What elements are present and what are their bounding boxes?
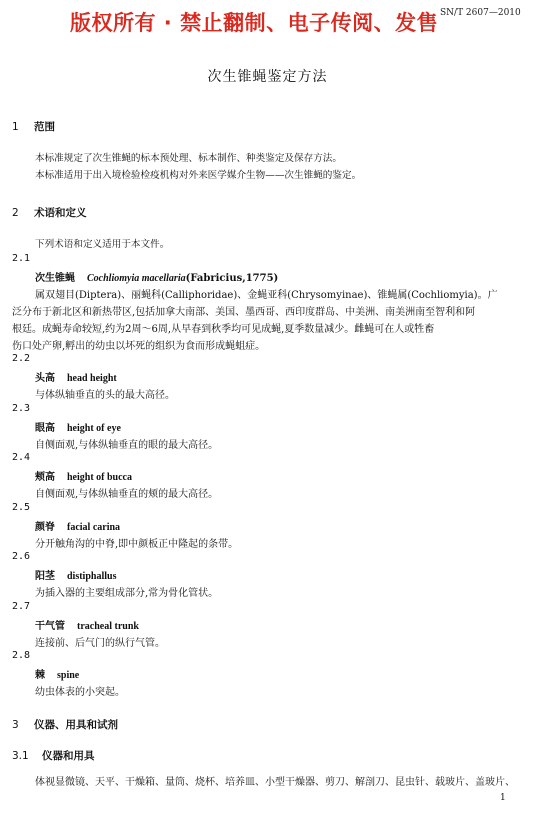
- definition-line: 为插入器的主要组成部分,常为骨化管状。: [35, 588, 219, 599]
- definition-line: 幼虫体表的小突起。: [35, 687, 125, 698]
- copyright-watermark: 版权所有 · 禁止翻制、电子传阅、发售: [70, 11, 439, 35]
- page-number: 1: [500, 793, 506, 803]
- section-title: 仪器、用具和试剂: [34, 719, 118, 731]
- definition-line: 连接前、后气门的纵行气管。: [35, 638, 165, 649]
- term-en: height of eye: [67, 423, 121, 434]
- clause-number: 2.1: [12, 253, 31, 264]
- section-2-heading: [12, 205, 87, 220]
- term-en: height of bucca: [67, 472, 132, 483]
- clause-number: 2.5: [12, 502, 31, 513]
- term-heading: [35, 617, 139, 632]
- term-heading: [35, 518, 120, 533]
- clause-number: 2.8: [12, 650, 31, 661]
- definition-line: 自侧面观,与体纵轴垂直的眼的最大高径。: [35, 440, 219, 451]
- term-heading: [35, 419, 121, 434]
- term-zh: 颊高: [35, 472, 55, 483]
- definition-line: 泛分布于新北区和新热带区,包括加拿大南部、美国、墨西哥、西印度群岛、中美洲、南美洲南至智利和阿: [12, 307, 476, 318]
- term-heading: [35, 369, 117, 384]
- definition-line: 根廷。成蝇寿命较短,约为2周～6周,从早春到秋季均可见成蝇,夏季数量减少。雌蝇可在人或牲畜: [12, 324, 435, 335]
- clause-number: 2.7: [12, 601, 31, 612]
- term-zh: 干气管: [35, 621, 65, 632]
- term-heading: [35, 269, 278, 284]
- term-zh: 眼高: [35, 423, 55, 434]
- clause-number: 2.6: [12, 551, 31, 562]
- section-number: 3: [12, 719, 19, 731]
- definition-line: 自侧面观,与体纵轴垂直的颊的最大高径。: [35, 489, 219, 500]
- standard-code: SN/T 2607—2010: [440, 8, 521, 18]
- term-en: Cochliomyia macellaria: [87, 273, 186, 284]
- scope-line-2: 本标准适用于出入境检验检疫机构对外来医学媒介生物——次生锥蝇的鉴定。: [35, 170, 362, 181]
- section-title: 仪器和用具: [42, 750, 95, 762]
- clause-number: 2.2: [12, 353, 31, 364]
- section-title: 范围: [34, 121, 55, 133]
- document-title: 次生锥蝇鉴定方法: [207, 69, 328, 85]
- term-zh: 次生锥蝇: [35, 273, 75, 284]
- definition-line: 分开触角沟的中脊,即中颜板正中隆起的条带。: [35, 539, 239, 550]
- term-author: (Fabricius,1775): [185, 273, 279, 284]
- definition-line: 与体纵轴垂直的头的最大高径。: [35, 390, 175, 401]
- term-en: spine: [57, 670, 80, 681]
- term-en: distiphallus: [67, 571, 117, 582]
- clause-number: 2.4: [12, 452, 31, 463]
- term-zh: 棘: [35, 670, 45, 681]
- terms-intro: 下列术语和定义适用于本文件。: [35, 239, 170, 250]
- term-zh: 颜脊: [35, 522, 55, 533]
- section-3-heading: [12, 717, 118, 732]
- definition-line: 属双翅目(Diptera)、丽蝇科(Calliphoridae)、金蝇亚科(Chrysomyinae)、锥蝇属(Cochliomyia)。广: [35, 290, 498, 301]
- term-zh: 头高: [35, 373, 55, 384]
- term-en: tracheal trunk: [77, 621, 139, 632]
- term-en: facial carina: [67, 522, 121, 533]
- term-heading: [35, 567, 116, 582]
- section-number: 3.1: [12, 750, 29, 762]
- term-en: head height: [67, 373, 117, 384]
- definition-line: 伤口处产卵,孵出的幼虫以坏死的组织为食而形成蝇蛆症。: [12, 341, 266, 352]
- section-number: 2: [12, 207, 19, 219]
- scope-line-1: 本标准规定了次生锥蝇的标本预处理、标本制作、种类鉴定及保存方法。: [35, 153, 342, 164]
- section-3-1-heading: [12, 748, 95, 763]
- term-heading: [35, 468, 132, 483]
- term-zh: 阳茎: [35, 571, 55, 582]
- section-title: 术语和定义: [34, 207, 87, 219]
- clause-number: 2.3: [12, 403, 31, 414]
- equipment-line: 体视显微镜、天平、干燥箱、量筒、烧杯、培养皿、小型干燥器、剪刀、解剖刀、昆虫针、载玻片、盖玻片、: [35, 777, 515, 788]
- section-1-heading: [12, 119, 55, 134]
- term-heading: [35, 666, 79, 681]
- section-number: 1: [12, 121, 19, 133]
